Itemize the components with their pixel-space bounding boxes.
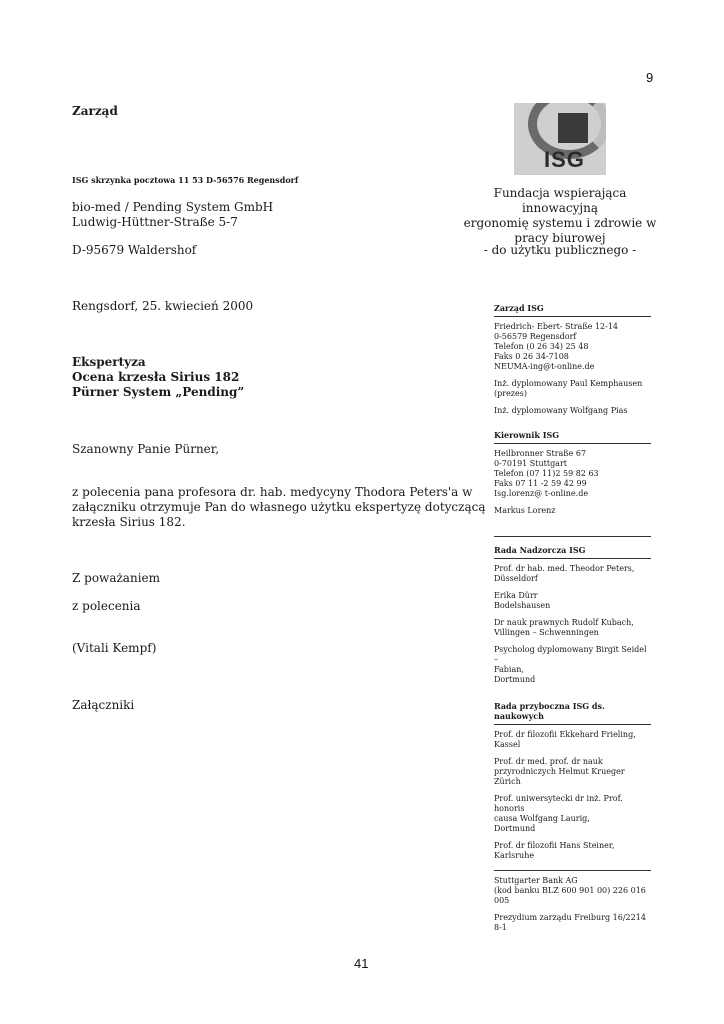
isg-logo — [514, 103, 606, 175]
member-name: Inż. dyplomowany Wolfgang Pias — [494, 406, 628, 415]
foundation-name — [462, 186, 658, 246]
subject-line: Ocena krzesła Sirius 182 — [72, 370, 240, 384]
manager-heading: Kierownik ISG — [494, 430, 651, 444]
foundation-name-line: ergonomię systemu i zdrowie w — [463, 216, 657, 230]
letter-body — [72, 485, 486, 530]
board-address — [494, 322, 651, 372]
foundation-subtitle: - do użytku publicznego - — [483, 243, 637, 257]
bank-details — [494, 876, 651, 906]
body-line: krzesła Sirius 182. — [72, 515, 186, 529]
sidebar-board — [494, 303, 651, 423]
recipient-address — [72, 200, 273, 230]
foundation-name-line: Fundacja wspierająca innowacyjną — [493, 186, 627, 215]
member-city: Villingen – Schwenningen — [494, 628, 599, 637]
fax: Faks 0 26 34-7108 — [494, 352, 569, 361]
member-name: Prof. dr filozofii Hans Steiner, — [494, 841, 615, 850]
sender-line: ISG skrzynka pocztowa 11 53 D-56576 Regensdorf — [72, 175, 299, 185]
phone: Telefon (0 26 34) 25 48 — [494, 342, 589, 351]
member-city: Bodelshausen — [494, 601, 551, 610]
address-line: 0-70191 Stuttgart — [494, 459, 567, 468]
page-number-bottom: 41 — [354, 956, 369, 971]
divider — [494, 536, 651, 537]
member-name: Prof. dr filozofii Ekkehard Frieling, — [494, 730, 636, 739]
supervisory-member — [494, 645, 651, 685]
scientific-member — [494, 794, 651, 834]
member-name: Prof. uniwersytecki dr inż. Prof. honoris — [494, 794, 623, 813]
member-name: Erika Dürr — [494, 591, 538, 600]
address-line: 0-56579 Regensdorf — [494, 332, 577, 341]
sidebar-scientific-board — [494, 701, 651, 868]
member-name: Prof. dr med. prof. dr nauk — [494, 757, 603, 766]
scientific-heading: Rada przyboczna ISG ds. naukowych — [494, 701, 651, 725]
member-name-cont: Fabian, — [494, 665, 524, 674]
email: Isg.lorenz@ t-online.de — [494, 489, 589, 498]
fax: Faks 07 11 -2 59 42 99 — [494, 479, 587, 488]
bank-name: Stuttgarter Bank AG — [494, 876, 578, 885]
member-city: Kassel — [494, 740, 521, 749]
recipient-company: bio-med / Pending System GmbH — [72, 200, 274, 214]
member-city: Dortmund — [494, 675, 536, 684]
recipient-city: D-95679 Waldershof — [72, 243, 197, 257]
member-role: (prezes) — [494, 389, 527, 398]
sidebar-bank — [494, 876, 651, 940]
bank-account: (kod banku BLZ 600 901 00) 226 016 005 — [494, 886, 646, 905]
member-city: Dortmund — [494, 824, 536, 833]
square-mark — [558, 113, 588, 143]
registry-info: Prezydium zarządu Freiburg 16/2214 8-1 — [494, 913, 646, 932]
letter-heading: Zarząd — [72, 104, 118, 118]
signer-name: (Vitali Kempf) — [72, 641, 157, 655]
manager-name: Markus Lorenz — [494, 506, 556, 515]
address-line: Friedrich- Ebert- Straße 12-14 — [494, 322, 619, 331]
subject-line: Ekspertyza — [72, 355, 146, 369]
page-number-top: 9 — [646, 70, 654, 85]
supervisory-member — [494, 618, 651, 638]
member-name: Dr nauk prawnych Rudolf Kubach, — [494, 618, 634, 627]
board-heading: Zarząd ISG — [494, 303, 651, 317]
board-member — [494, 379, 651, 399]
phone: Telefon (07 11)2 59 82 63 — [494, 469, 599, 478]
recipient-street: Ludwig-Hüttner-Straße 5-7 — [72, 215, 238, 229]
address-line: Heilbronner Straße 67 — [494, 449, 587, 458]
divider — [494, 870, 651, 871]
member-name: Prof. dr hab. med. Theodor Peters, — [494, 564, 635, 573]
scientific-member — [494, 757, 651, 787]
supervisory-member — [494, 564, 651, 584]
salutation: Szanowny Panie Pürner, — [72, 442, 220, 456]
member-city: Düsseldorf — [494, 574, 538, 583]
body-line: z polecenia pana profesora dr. hab. medycyny Thodora Peters'a w — [72, 485, 473, 499]
on-behalf: z polecenia — [72, 599, 141, 613]
member-name: Inż. dyplomowany Paul Kemphausen — [494, 379, 643, 388]
logo-text: ISG — [544, 147, 585, 172]
supervisory-member — [494, 591, 651, 611]
letter-date: Rengsdorf, 25. kwiecień 2000 — [72, 299, 254, 313]
member-name-cont: causa Wolfgang Laurig, — [494, 814, 590, 823]
sidebar-supervisory-board — [494, 545, 651, 692]
foundation-name-line: pracy biurowej — [514, 231, 606, 245]
email: NEUMA-ing@t-online.de — [494, 362, 595, 371]
member-name-cont: przyrodniczych Helmut Krueger — [494, 767, 625, 776]
manager-address — [494, 449, 651, 499]
member-name: Psycholog dyplomowany Birgit Seidel – — [494, 645, 647, 664]
subject-line: Pürner System „Pending” — [72, 385, 245, 399]
closing: Z poważaniem — [72, 571, 161, 585]
member-city: Karlsruhe — [494, 851, 535, 860]
board-member — [494, 406, 651, 416]
scientific-member — [494, 841, 651, 861]
sidebar-manager — [494, 430, 651, 523]
attachments-label: Załączniki — [72, 698, 135, 712]
supervisory-heading: Rada Nadzorcza ISG — [494, 545, 651, 559]
member-city: Zürich — [494, 777, 521, 786]
body-line: załączniku otrzymuje Pan do własnego użytku ekspertyzę dotyczącą — [72, 500, 486, 514]
letter-subject — [72, 355, 244, 400]
scientific-member — [494, 730, 651, 750]
